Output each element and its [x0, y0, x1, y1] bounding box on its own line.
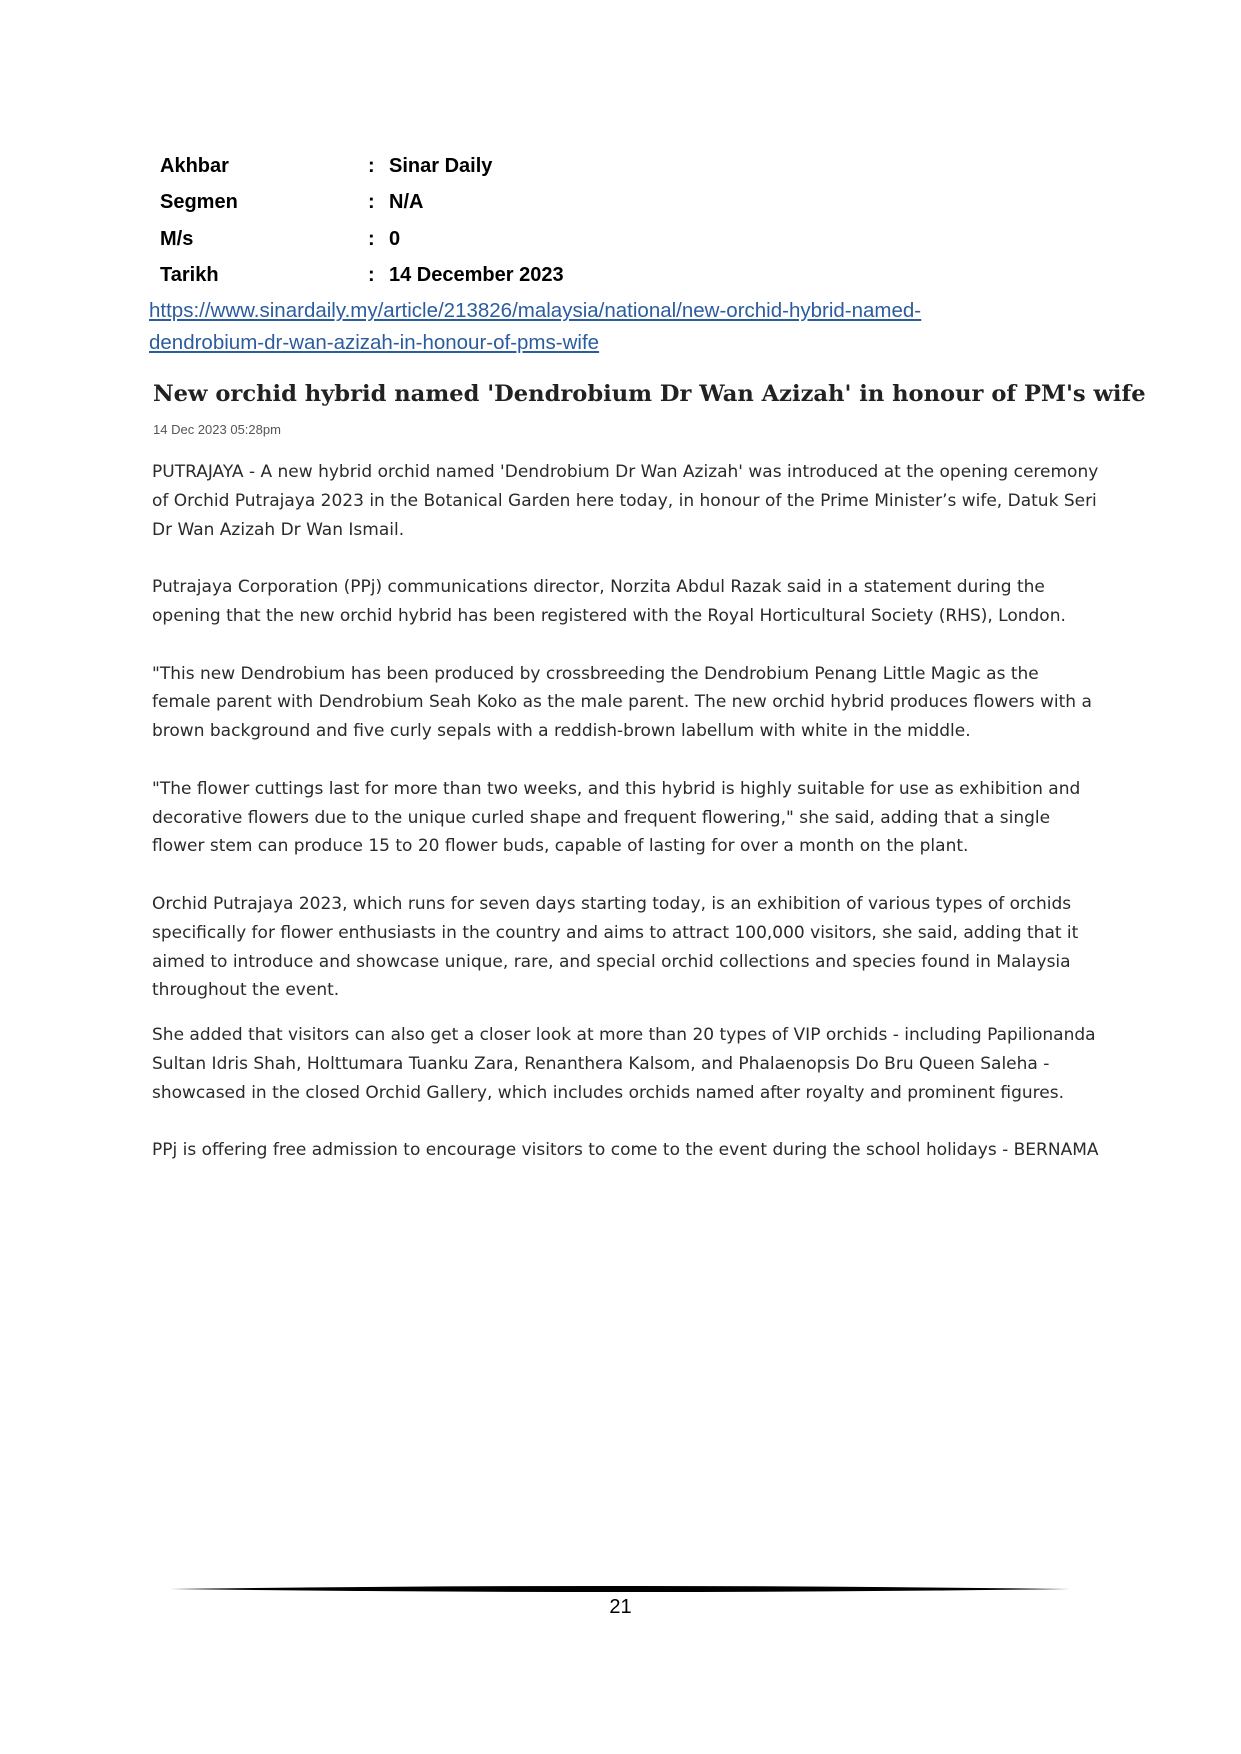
article-url-line-2[interactable]: dendrobium-dr-wan-azizah-in-honour-of-pms-wife: [149, 331, 600, 354]
article-body: [152, 458, 1102, 1165]
meta-label: Tarikh: [160, 264, 219, 287]
meta-value: N/A: [389, 191, 424, 214]
meta-label: Segmen: [160, 191, 238, 214]
meta-row-akhbar: [160, 148, 564, 185]
article-dateline: 14 Dec 2023 05:28pm: [153, 422, 281, 437]
metadata-table: [160, 148, 564, 294]
meta-value: 0: [389, 227, 401, 250]
article-paragraph: "This new Dendrobium has been produced by crossbreeding the Dendrobium Penang Little Magic as the female parent with Dendrobium Seah Koko as the male parent. The new orchid hybrid produces flowers with a brown background and five curly sepals with a reddish-brown labellum with white in the middle.: [152, 663, 1092, 742]
article-headline: New orchid hybrid named 'Dendrobium Dr Wan Azizah' in honour of PM's wife: [153, 381, 1146, 407]
article-paragraph: "The flower cuttings last for more than two weeks, and this hybrid is highly suitable for use as exhibition and decorative flowers due to the unique curled shape and frequent flowering," she said, adding that a single flower stem can produce 15 to 20 flower buds, capable of lasting for over a month on the plant.: [152, 778, 1081, 857]
article-paragraph: PPj is offering free admission to encourage visitors to come to the event during the school holidays - BERNAMA: [152, 1140, 1099, 1161]
meta-label: M/s: [160, 227, 194, 250]
article-paragraph: She added that visitors can also get a closer look at more than 20 types of VIP orchids - including Papilionanda Sultan Idris Shah, Holttumara Tuanku Zara, Renanthera Kalsom, and Phalaenopsis Do Bru Queen Saleha - showcased in the closed Orchid Gallery, which includes orchids named after royalty and prominent figures.: [152, 1025, 1096, 1103]
article-link[interactable]: [149, 295, 1129, 359]
meta-row-segmen: [160, 185, 564, 222]
meta-separator: :: [368, 227, 375, 250]
meta-separator: :: [368, 154, 375, 177]
meta-separator: :: [368, 191, 375, 214]
article-paragraph: Orchid Putrajaya 2023, which runs for seven days starting today, is an exhibition of various types of orchids specifically for flower enthusiasts in the country and aims to attract 100,000 visitors, she said, adding that it aimed to introduce and showcase unique, rare, and special orchid collections and species found in Malaysia throughout the event.: [152, 893, 1079, 1001]
meta-value: 14 December 2023: [389, 264, 564, 287]
article-paragraph: PUTRAJAYA - A new hybrid orchid named 'Dendrobium Dr Wan Azizah' was introduced at the opening ceremony of Orchid Putrajaya 2023 in the Botanical Garden here today, in honour of the Prime Minister’s wife, Datuk Seri Dr Wan Azizah Dr Wan Ismail.: [152, 462, 1099, 540]
meta-row-ms: [160, 221, 564, 258]
article-url-link[interactable]: [149, 295, 1129, 359]
meta-value: Sinar Daily: [389, 154, 493, 177]
page-number: 21: [609, 1596, 632, 1618]
article-paragraph: Putrajaya Corporation (PPj) communications director, Norzita Abdul Razak said in a statement during the opening that the new orchid hybrid has been registered with the Royal Horticultural Society (RHS), London.: [152, 577, 1066, 626]
article-url-line-1[interactable]: https://www.sinardaily.my/article/213826/malaysia/national/new-orchid-hybrid-named-: [149, 299, 922, 322]
meta-label: Akhbar: [160, 154, 229, 177]
footer-divider: [170, 1584, 1070, 1594]
meta-separator: :: [368, 264, 375, 287]
meta-row-tarikh: [160, 258, 564, 295]
